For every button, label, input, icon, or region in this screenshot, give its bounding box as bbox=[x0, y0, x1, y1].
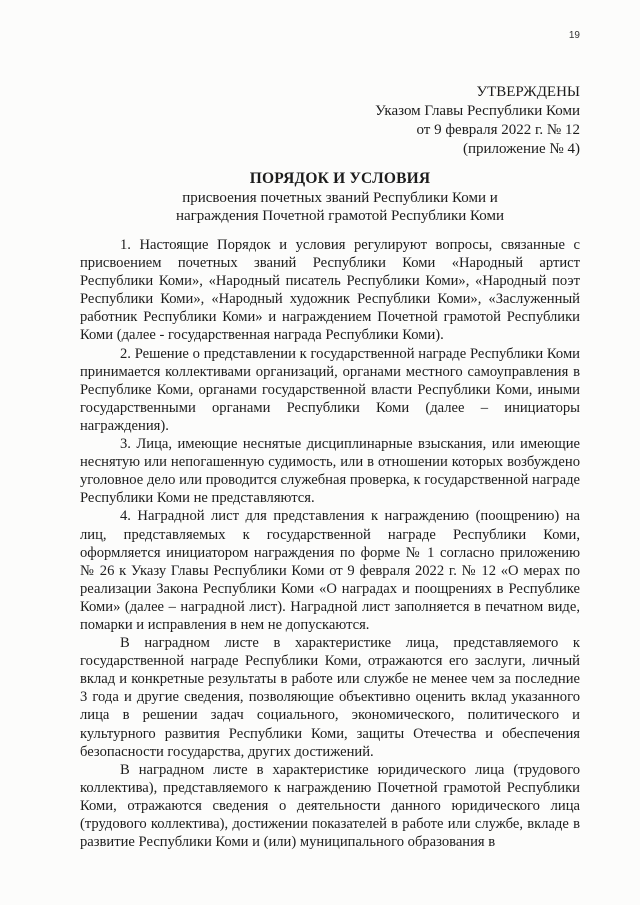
title-block bbox=[100, 169, 580, 225]
paragraph-6: В наградном листе в характеристике юридического лица (трудового коллектива), представляемого к награждению Почетной грамотой Республики Коми, отражаются сведения о деятельности данного юридического лица (трудового коллектива), достижении показателей в работе или службе, вкладе в развитие Республики Коми и (или) муниципального образования в bbox=[80, 761, 580, 851]
paragraph-3: 3. Лица, имеющие неснятые дисциплинарные взыскания, или имеющие неснятую или непогашенную судимость, или в отношении которых возбуждено уголовное дело или проводится служебная проверка, к государственной награде Республики Коми не представляются. bbox=[80, 436, 580, 507]
approval-stamp bbox=[375, 83, 580, 159]
document-subtitle-line-2: награждения Почетной грамотой Республики Коми bbox=[175, 208, 505, 224]
paragraph-1: 1. Настоящие Порядок и условия регулируют вопросы, связанные с присвоением почетных званий Республики Коми «Народный артист Республики Коми», «Народный писатель Республики Коми», «Народный поэт Республики Коми», «Народный художник Республики Коми», «Заслуженный работник Республики Коми» и награждением Почетной грамотой Республики Коми (далее - государственная награда Республики Коми). bbox=[80, 237, 580, 344]
approval-line-2: Указом Главы Республики Коми bbox=[375, 103, 580, 119]
document-body bbox=[80, 236, 580, 851]
document-title: ПОРЯДОК И УСЛОВИЯ bbox=[249, 170, 431, 187]
paragraph-2: 2. Решение о представлении к государственной награде Республики Коми принимается коллективами организаций, органами местного самоуправления в Республике Коми, органами государственной власти Республики Коми, иными государственными органами Республики Коми (далее – инициаторы награждения). bbox=[80, 345, 580, 434]
approval-line-3: от 9 февраля 2022 г. № 12 bbox=[416, 122, 580, 138]
paragraph-5: В наградном листе в характеристике лица, представляемого к государственной награде Республики Коми, отражаются его заслуги, личный вклад и конкретные результаты в работе или службе не менее чем за последние 3 года и другие сведения, позволяющие объективно оценить вклад указанного лица в решении задач социального, экономического, политического и культурного развития Республики Коми, защиты Отечества и обеспечения безопасности государства, других достижений. bbox=[80, 635, 580, 760]
approval-line-1: УТВЕРЖДЕНЫ bbox=[476, 84, 580, 100]
approval-line-4: (приложение № 4) bbox=[462, 141, 580, 157]
page-number: 19 bbox=[568, 30, 580, 41]
paragraph-4: 4. Наградной лист для представления к награждению (поощрению) на лиц, представляемых к государственной награде Республики Коми, оформляется инициатором награждения по форме № 1 согласно приложению № 26 к Указу Главы Республики Коми от 9 февраля 2022 г. № 12 «О мерах по реализации Закона Республики Коми «О наградах и поощрениях в Республике Коми» (далее – наградной лист). Наградной лист заполняется в печатном виде, помарки и исправления в нем не допускаются. bbox=[80, 508, 580, 633]
document-subtitle-line-1: присвоения почетных званий Республики Коми и bbox=[182, 190, 498, 206]
